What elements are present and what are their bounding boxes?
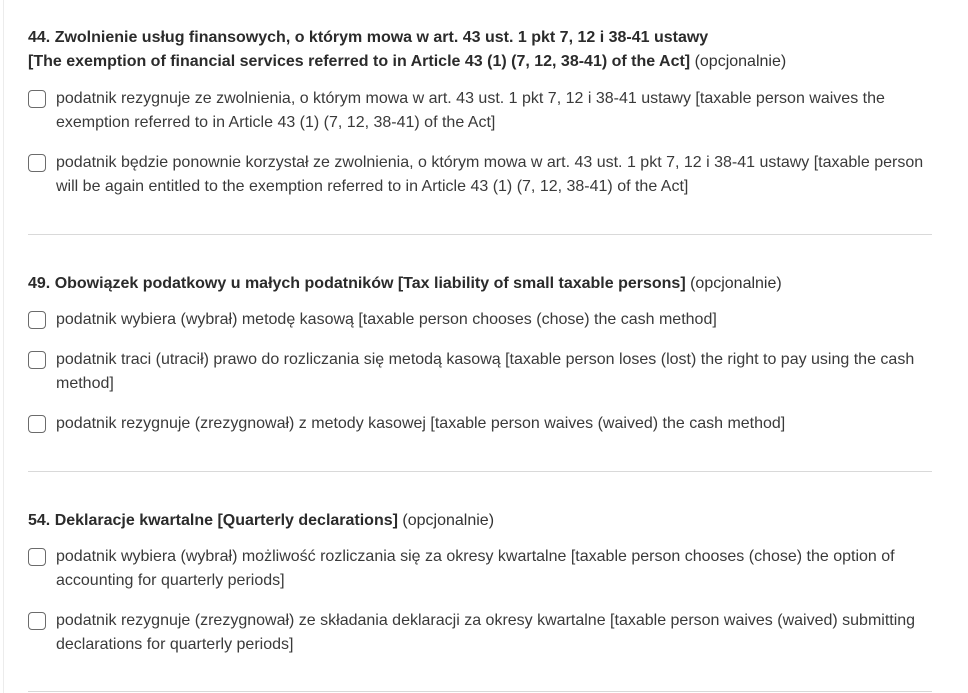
checkbox[interactable]	[28, 612, 46, 630]
option-label: podatnik wybiera (wybrał) możliwość rozliczania się za okresy kwartalne [taxable person chooses (chose) the option of accounting for quarterly periods]	[56, 548, 895, 589]
section-49	[28, 272, 933, 432]
checkbox[interactable]	[28, 154, 46, 172]
section-divider	[28, 234, 932, 235]
section-49-heading	[28, 272, 933, 296]
checkbox[interactable]	[28, 351, 46, 369]
checkbox[interactable]	[28, 415, 46, 433]
option-label: podatnik rezygnuje (zrezygnował) ze składania deklaracji za okresy kwartalne [taxable person waives (waived) submitting declarations for quarterly periods]	[56, 612, 916, 653]
option-label: podatnik będzie ponownie korzystał ze zwolnienia, o którym mowa w art. 43 ust. 1 pkt 7, 12 i 38-41 ustawy [taxable person will be again entitled to the exemption referred to in Article 43 (1) (7, 12, 38-41) of the Act]	[56, 154, 924, 195]
option-waive-exemption[interactable]	[28, 87, 933, 135]
option-label: podatnik traci (utracił) prawo do rozliczania się metodą kasową [taxable person loses (lost) the right to pay using the cash method]	[56, 351, 915, 392]
option-label: podatnik rezygnuje (zrezygnował) z metody kasowej [taxable person waives (waived) the cash method]	[56, 415, 786, 432]
option-label: podatnik wybiera (wybrał) metodę kasową [taxable person chooses (chose) the cash method]	[56, 311, 717, 328]
optional-label: (opcjonalnie)	[694, 53, 787, 70]
section-44-heading	[28, 26, 933, 74]
option-label: podatnik rezygnuje ze zwolnienia, o którym mowa w art. 43 ust. 1 pkt 7, 12 i 38-41 ustawy [taxable person waives the exemption referred to in Article 43 (1) (7, 12, 38-41) of the Act]	[56, 90, 885, 131]
option-lose-cash-method[interactable]	[28, 348, 933, 396]
checkbox[interactable]	[28, 90, 46, 108]
section-divider	[28, 691, 932, 692]
option-exemption-again[interactable]	[28, 151, 933, 199]
option-choose-quarterly[interactable]	[28, 545, 933, 593]
checkbox[interactable]	[28, 311, 46, 329]
section-54	[28, 509, 933, 653]
option-waive-cash-method[interactable]	[28, 412, 933, 436]
optional-label: (opcjonalnie)	[402, 512, 495, 529]
section-49-title: 49. Obowiązek podatkowy u małych podatników [Tax liability of small taxable persons]	[28, 275, 686, 292]
section-44-title: 44. Zwolnienie usług finansowych, o którym mowa w art. 43 ust. 1 pkt 7, 12 i 38-41 ustawy	[28, 29, 709, 46]
checkbox[interactable]	[28, 548, 46, 566]
section-54-heading	[28, 509, 933, 533]
section-54-title: 54. Deklaracje kwartalne [Quarterly declarations]	[28, 512, 398, 529]
section-44	[28, 26, 933, 195]
page-left-border	[3, 0, 4, 693]
option-waive-quarterly[interactable]	[28, 609, 933, 657]
option-choose-cash-method[interactable]	[28, 308, 933, 332]
section-divider	[28, 471, 932, 472]
optional-label: (opcjonalnie)	[690, 275, 782, 292]
section-44-title-english: [The exemption of financial services referred to in Article 43 (1) (7, 12, 38-41) of the Act]	[28, 53, 691, 70]
